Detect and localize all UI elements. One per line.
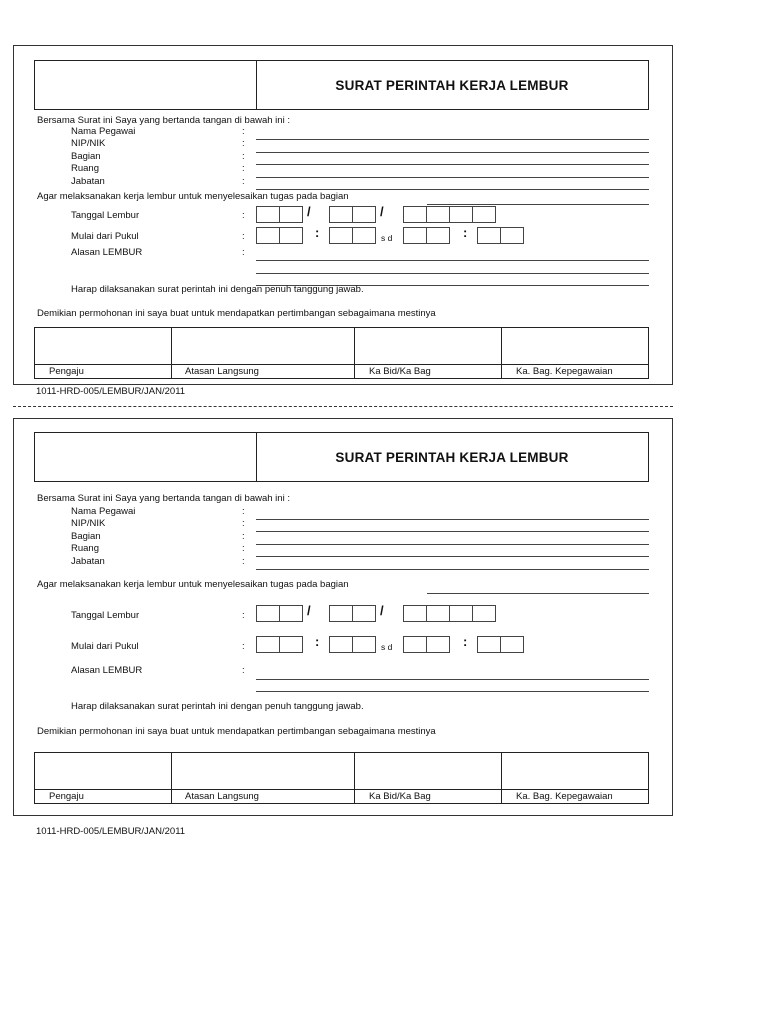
nip-input[interactable]	[256, 152, 649, 153]
nama-pegawai-input[interactable]	[256, 139, 649, 140]
form-header	[34, 432, 649, 482]
date-separator: /	[307, 603, 311, 618]
date-day-boxes[interactable]	[256, 206, 302, 223]
signature-label: Atasan Langsung	[185, 366, 259, 377]
date-month-boxes[interactable]	[329, 605, 375, 622]
start-hour-boxes[interactable]	[256, 636, 302, 653]
signature-label: Ka Bid/Ka Bag	[369, 366, 431, 377]
time-label: Mulai dari Pukul	[71, 231, 139, 242]
date-year-boxes[interactable]	[403, 206, 495, 223]
field-label-bagian: Bagian	[71, 531, 101, 542]
field-label-jabatan: Jabatan	[71, 176, 105, 187]
field-label-nip: NIP/NIK	[71, 138, 106, 149]
sd-text: s d	[381, 233, 393, 243]
end-hour-boxes[interactable]	[403, 636, 449, 653]
start-minute-boxes[interactable]	[329, 227, 375, 244]
date-day-boxes[interactable]	[256, 605, 302, 622]
signature-table	[34, 752, 649, 804]
form-header	[34, 60, 649, 110]
end-hour-boxes[interactable]	[403, 227, 449, 244]
time-separator: :	[315, 634, 320, 649]
colon: :	[242, 247, 245, 258]
signature-cell-kabid[interactable]	[355, 328, 502, 378]
colon: :	[242, 231, 245, 242]
colon: :	[242, 641, 245, 652]
time-separator: :	[315, 225, 320, 240]
intro-text: Bersama Surat ini Saya yang bertanda tangan di bawah ini :	[37, 493, 290, 504]
signature-cell-kepegawaian[interactable]	[502, 328, 648, 378]
ruang-input[interactable]	[256, 177, 649, 178]
date-separator: /	[380, 603, 384, 618]
sd-text: s d	[381, 642, 393, 652]
cut-line	[13, 406, 673, 407]
signature-cell-kabid[interactable]	[355, 753, 502, 803]
signature-label: Atasan Langsung	[185, 791, 259, 802]
field-label-nama: Nama Pegawai	[71, 506, 136, 517]
date-label: Tanggal Lembur	[71, 210, 140, 221]
colon: :	[242, 610, 245, 621]
overtime-form-1	[13, 45, 673, 385]
colon: :	[242, 556, 245, 567]
end-minute-boxes[interactable]	[477, 227, 523, 244]
reason-label: Alasan LEMBUR	[71, 665, 143, 676]
date-year-boxes[interactable]	[403, 605, 495, 622]
end-minute-boxes[interactable]	[477, 636, 523, 653]
instruction-text: Harap dilaksanakan surat perintah ini dengan penuh tanggung jawab.	[71, 701, 364, 712]
doc-code: 1011-HRD-005/LEMBUR/JAN/2011	[36, 826, 186, 837]
reason-label: Alasan LEMBUR	[71, 247, 143, 258]
colon: :	[242, 531, 245, 542]
nip-input[interactable]	[256, 531, 649, 532]
colon: :	[242, 151, 245, 162]
time-separator: :	[463, 634, 468, 649]
bagian-input[interactable]	[256, 164, 649, 165]
field-label-ruang: Ruang	[71, 543, 99, 554]
jabatan-input[interactable]	[256, 569, 649, 570]
colon: :	[242, 506, 245, 517]
reason-input-line-1[interactable]	[256, 260, 649, 261]
logo-area	[35, 61, 257, 109]
instruction-text: Harap dilaksanakan surat perintah ini dengan penuh tanggung jawab.	[71, 284, 364, 295]
reason-input-line-2[interactable]	[256, 273, 649, 274]
date-label: Tanggal Lembur	[71, 610, 140, 621]
date-separator: /	[307, 204, 311, 219]
nama-pegawai-input[interactable]	[256, 519, 649, 520]
colon: :	[242, 138, 245, 149]
signature-label: Ka. Bag. Kepegawaian	[516, 791, 613, 802]
colon: :	[242, 665, 245, 676]
closing-text: Demikian permohonan ini saya buat untuk mendapatkan pertimbangan sebagaimana mestinya	[37, 308, 436, 319]
date-month-boxes[interactable]	[329, 206, 375, 223]
field-label-nip: NIP/NIK	[71, 518, 106, 529]
ruang-input[interactable]	[256, 556, 649, 557]
purpose-text: Agar melaksanakan kerja lembur untuk menyelesaikan tugas pada bagian	[37, 579, 349, 590]
logo-area	[35, 433, 257, 481]
signature-cell-atasan[interactable]	[172, 753, 355, 803]
reason-input-line-2[interactable]	[256, 691, 649, 692]
overtime-form-2	[13, 418, 673, 816]
reason-input-line-1[interactable]	[256, 679, 649, 680]
colon: :	[242, 210, 245, 221]
bagian-input[interactable]	[256, 544, 649, 545]
signature-label: Ka Bid/Ka Bag	[369, 791, 431, 802]
field-label-bagian: Bagian	[71, 151, 101, 162]
signature-label: Pengaju	[49, 366, 84, 377]
intro-text: Bersama Surat ini Saya yang bertanda tangan di bawah ini :	[37, 115, 290, 126]
signature-cell-atasan[interactable]	[172, 328, 355, 378]
form-title: SURAT PERINTAH KERJA LEMBUR	[335, 77, 569, 93]
form-title: SURAT PERINTAH KERJA LEMBUR	[335, 449, 569, 465]
signature-cell-pengaju[interactable]	[35, 753, 172, 803]
colon: :	[242, 126, 245, 137]
time-separator: :	[463, 225, 468, 240]
colon: :	[242, 176, 245, 187]
start-hour-boxes[interactable]	[256, 227, 302, 244]
closing-text: Demikian permohonan ini saya buat untuk mendapatkan pertimbangan sebagaimana mestinya	[37, 726, 436, 737]
date-separator: /	[380, 204, 384, 219]
colon: :	[242, 163, 245, 174]
start-minute-boxes[interactable]	[329, 636, 375, 653]
signature-label: Pengaju	[49, 791, 84, 802]
signature-table	[34, 327, 649, 379]
jabatan-input[interactable]	[256, 189, 649, 190]
purpose-bagian-input[interactable]	[427, 593, 649, 594]
time-label: Mulai dari Pukul	[71, 641, 139, 652]
doc-code: 1011-HRD-005/LEMBUR/JAN/2011	[36, 386, 186, 397]
signature-label: Ka. Bag. Kepegawaian	[516, 366, 613, 377]
field-label-nama: Nama Pegawai	[71, 126, 136, 137]
signature-cell-pengaju[interactable]	[35, 328, 172, 378]
field-label-jabatan: Jabatan	[71, 556, 105, 567]
field-label-ruang: Ruang	[71, 163, 99, 174]
purpose-bagian-input[interactable]	[427, 204, 649, 205]
colon: :	[242, 518, 245, 529]
colon: :	[242, 543, 245, 554]
purpose-text: Agar melaksanakan kerja lembur untuk menyelesaikan tugas pada bagian	[37, 191, 349, 202]
signature-cell-kepegawaian[interactable]	[502, 753, 648, 803]
